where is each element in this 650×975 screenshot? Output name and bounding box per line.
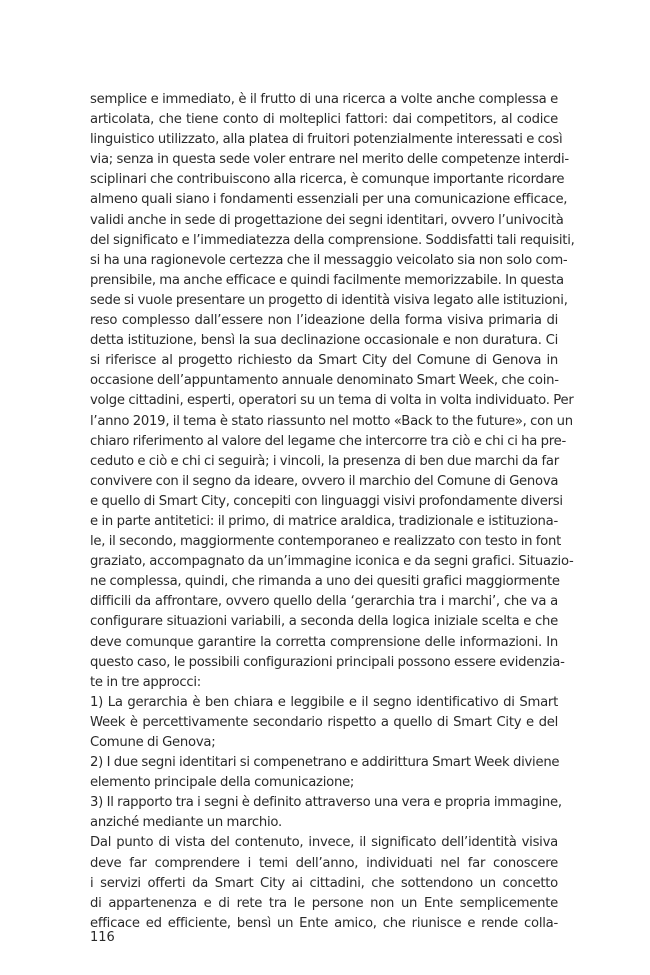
text-line: e in parte antitetici: il primo, di matrice araldica, tradizionale e istituziona- xyxy=(90,513,558,529)
text-line: 2) I due segni identitari si compenetrano e addirittura Smart Week diviene xyxy=(90,755,560,771)
text-line: occasione dell’appuntamento annuale denominato Smart Week, che coin- xyxy=(90,373,559,389)
text-line: reso complesso dall’essere non l’ideazione della forma visiva primaria di xyxy=(90,313,558,329)
text-line: le, il secondo, maggiormente contemporaneo e realizzato con testo in font xyxy=(90,534,562,550)
text-line: prensibile, ma anche efficace e quindi facilmente memorizzabile. In questa xyxy=(90,272,564,288)
text-line: deve far comprendere i temi dell’anno, individuati nel far conoscere xyxy=(90,855,558,871)
paragraph xyxy=(90,90,575,693)
text-line: Dal punto di vista del contenuto, invece, il significato dell’identità visiva xyxy=(90,835,558,851)
text-line: 3) Il rapporto tra i segni è definito attraverso una vera e propria immagine, xyxy=(90,795,562,811)
text-line: del significato e l’immediatezza della comprensione. Soddisfatti tali requisiti, xyxy=(90,232,575,248)
text-line: convivere con il segno da ideare, ovvero il marchio del Comune di Genova xyxy=(90,473,559,489)
text-line: graziato, accompagnato da un’immagine iconica e da segni grafici. Situazio- xyxy=(90,554,574,570)
text-line: difficili da affrontare, ovvero quello della ‘gerarchia tra i marchi’, che va a xyxy=(90,594,558,610)
paragraph xyxy=(90,793,562,833)
paragraph xyxy=(90,693,558,753)
text-line: articolata, che tiene conto di molteplici fattori: dai competitors, al codice xyxy=(90,112,558,128)
text-line: elemento principale della comunicazione; xyxy=(90,775,355,791)
text-line: anziché mediante un marchio. xyxy=(90,815,282,831)
text-line: chiaro riferimento al valore del legame che intercorre tra ciò e chi ci ha pre- xyxy=(90,433,567,449)
text-line: configurare situazioni variabili, a seconda della logica iniziale scelta e che xyxy=(90,614,558,630)
text-line: 1) La gerarchia è ben chiara e leggibile e il segno identificativo di Smart xyxy=(90,694,558,710)
text-line: te in tre approcci: xyxy=(90,674,201,690)
text-line: validi anche in sede di progettazione dei segni identitari, ovvero l’univocità xyxy=(90,212,564,228)
text-line: almeno quali siano i fondamenti essenziali per una comunicazione efficace, xyxy=(90,192,568,208)
text-line: semplice e immediato, è il frutto di una ricerca a volte anche complessa e xyxy=(90,92,558,107)
text-line: deve comunque garantire la corretta comprensione delle informazioni. In xyxy=(90,634,558,650)
text-line: di appartenenza e di rete tra le persone non un Ente semplicemente xyxy=(90,895,558,911)
text-line: linguistico utilizzato, alla platea di fruitori potenzialmente interessati e così xyxy=(90,132,563,148)
text-line: Comune di Genova; xyxy=(90,735,216,750)
text-line: ceduto e ciò e chi ci seguirà; i vincoli, la presenza di ben due marchi da far xyxy=(90,453,559,469)
paragraph xyxy=(90,753,558,793)
text-line: e quello di Smart City, concepiti con linguaggi visivi profondamente diversi xyxy=(90,493,563,509)
text-line: Week è percettivamente secondario rispetto a quello di Smart City e del xyxy=(90,714,558,730)
text-line: efficace ed efficiente, bensì un Ente amico, che riunisce e rende colla- xyxy=(90,915,558,931)
text-line: si ha una ragionevole certezza che il messaggio veicolato sia non solo com- xyxy=(90,252,568,268)
page-text-block xyxy=(90,90,575,934)
text-line: detta istituzione, bensì la sua declinazione occasionale e non duratura. Ci xyxy=(90,333,558,349)
paragraph xyxy=(90,833,558,933)
text-line: via; senza in questa sede voler entrare nel merito delle competenze interdi- xyxy=(90,152,569,168)
text-line: ne complessa, quindi, che rimanda a uno dei quesiti grafici maggiormente xyxy=(90,574,560,590)
text-line: l’anno 2019, il tema è stato riassunto nel motto «Back to the future», con un xyxy=(90,413,573,429)
text-line: sede si vuole presentare un progetto di identità visiva legato alle istituzioni, xyxy=(90,292,568,308)
text-line: i servizi offerti da Smart City ai cittadini, che sottendono un concetto xyxy=(90,875,558,891)
text-line: sciplinari che contribuiscono alla ricerca, è comunque importante ricordare xyxy=(90,172,565,188)
text-line: questo caso, le possibili configurazioni principali possono essere evidenzia- xyxy=(90,654,565,670)
text-line: si riferisce al progetto richiesto da Smart City del Comune di Genova in xyxy=(90,353,558,369)
page-number: 116 xyxy=(90,930,115,945)
text-line: volge cittadini, esperti, operatori su un tema di volta in volta individuato. Per xyxy=(90,393,574,409)
